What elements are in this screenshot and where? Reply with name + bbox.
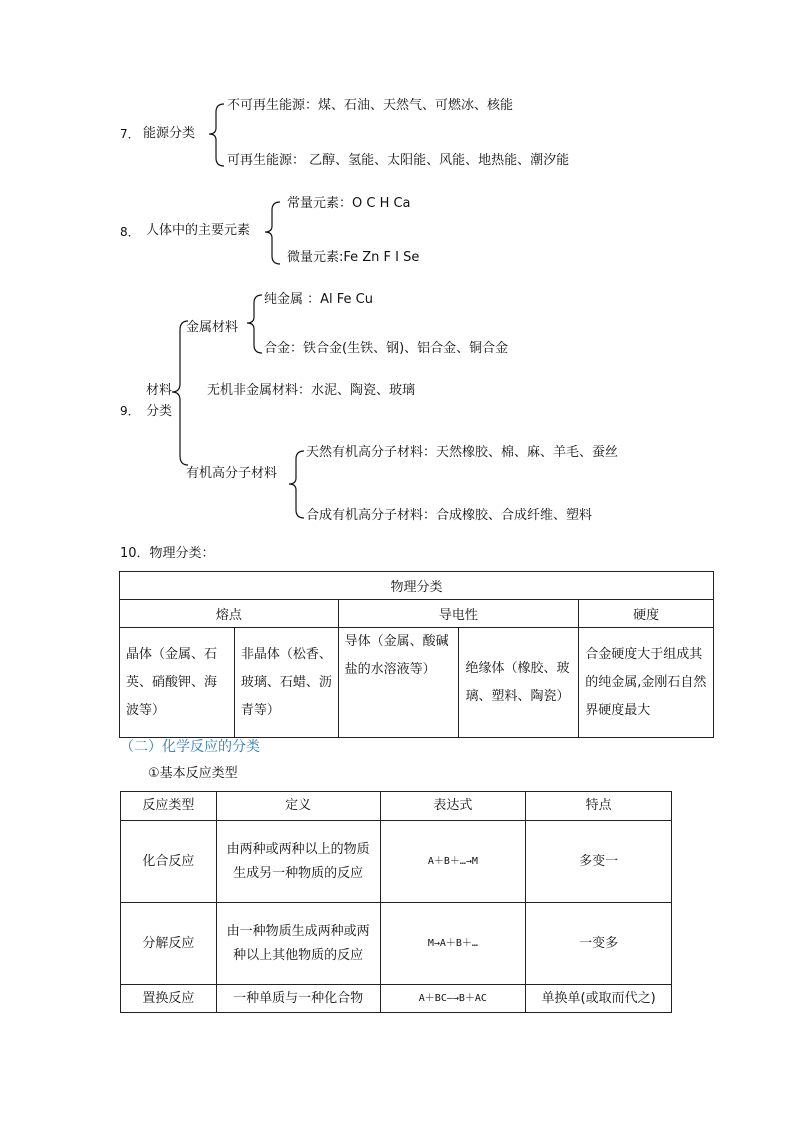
- materials-label-line2: 分类: [146, 404, 173, 419]
- energy-classification-label: 能源分类: [143, 126, 196, 141]
- pure-metals: 纯金属 ：Al Fe Cu: [264, 292, 373, 307]
- materials-label-line1: 材料: [146, 383, 173, 398]
- header-feature: 特点: [526, 792, 672, 821]
- table-row: [121, 903, 672, 985]
- inorganic-nonmetal-materials: 无机非金属材料：水泥、陶瓷、玻璃: [207, 383, 416, 398]
- natural-polymers: 天然有机高分子材料：天然橡胶、棉、麻、羊毛、蚕丝: [306, 445, 619, 460]
- alloys: 合金：铁合金(生铁、钢)、铝合金、铜合金: [264, 341, 509, 356]
- renewable-energy: 可再生能源： 乙醇、氢能、太阳能、风能、地热能、潮汐能: [227, 153, 570, 168]
- header-conductivity: 导电性: [338, 600, 579, 628]
- table-row: [121, 985, 672, 1013]
- brace-icon: [244, 292, 264, 356]
- table-cell-conductor: 导体（金属、酸碱盐的水溶液等）: [338, 628, 459, 738]
- reaction-type: 化合反应: [121, 821, 217, 903]
- reaction-feature: 多变一: [526, 821, 672, 903]
- brace-icon: [286, 448, 306, 522]
- header-definition: 定义: [216, 792, 380, 821]
- table-caption: 物理分类: [120, 572, 714, 600]
- header-reaction-type: 反应类型: [121, 792, 217, 821]
- reaction-formula: A＋B＋…→M: [380, 821, 526, 903]
- reaction-type: 置换反应: [121, 985, 217, 1013]
- physical-classification-title: 10．物理分类：: [120, 546, 215, 561]
- item-number: 8．: [120, 225, 140, 239]
- brace-icon: [262, 200, 282, 266]
- metal-materials: 金属材料: [186, 320, 239, 335]
- synthetic-polymers: 合成有机高分子材料：合成橡胶、合成纤维、塑料: [306, 508, 593, 523]
- header-hardness: 硬度: [579, 600, 714, 628]
- physical-classification-table: [119, 571, 714, 738]
- table-cell-crystal: 晶体（金属、石英、硝酸钾、海波等）: [120, 628, 235, 738]
- brace-icon: [206, 100, 226, 170]
- header-melting-point: 熔点: [120, 600, 339, 628]
- section-heading: （二）化学反应的分类: [120, 739, 260, 755]
- table-cell-amorphous: 非晶体（松香、玻璃、石蜡、沥青等）: [234, 628, 338, 738]
- reaction-definition: 由一种物质生成两种或两种以上其他物质的反应: [216, 903, 380, 985]
- item-number: 7．: [120, 127, 140, 141]
- brace-icon: [168, 318, 190, 468]
- reaction-feature: 一变多: [526, 903, 672, 985]
- reaction-type: 分解反应: [121, 903, 217, 985]
- table-row: [121, 821, 672, 903]
- table-cell-hardness: 合金硬度大于组成其的纯金属,金刚石自然界硬度最大: [579, 628, 714, 738]
- nonrenewable-energy: 不可再生能源：煤、石油、天然气、可燃冰、核能: [227, 98, 514, 113]
- reaction-formula: M→A＋B＋…: [380, 903, 526, 985]
- reaction-feature: 单换单(或取而代之): [526, 985, 672, 1013]
- trace-elements: 微量元素:Fe Zn F I Se: [287, 250, 420, 265]
- table-cell-insulator: 绝缘体（橡胶、玻璃、塑料、陶瓷）: [459, 628, 579, 738]
- human-elements-label: 人体中的主要元素: [146, 223, 251, 238]
- item-number: 9．: [120, 404, 140, 418]
- reaction-definition: 一种单质与一种化合物: [216, 985, 380, 1013]
- major-elements: 常量元素：O C H Ca: [287, 196, 411, 211]
- reaction-definition: 由两种或两种以上的物质生成另一种物质的反应: [216, 821, 380, 903]
- reaction-types-table: [120, 791, 672, 1013]
- organic-polymer-materials: 有机高分子材料: [186, 466, 278, 481]
- reaction-formula: A＋BC—→B＋AC: [380, 985, 526, 1013]
- section-subheading: ①基本反应类型: [148, 766, 238, 781]
- header-expression: 表达式: [380, 792, 526, 821]
